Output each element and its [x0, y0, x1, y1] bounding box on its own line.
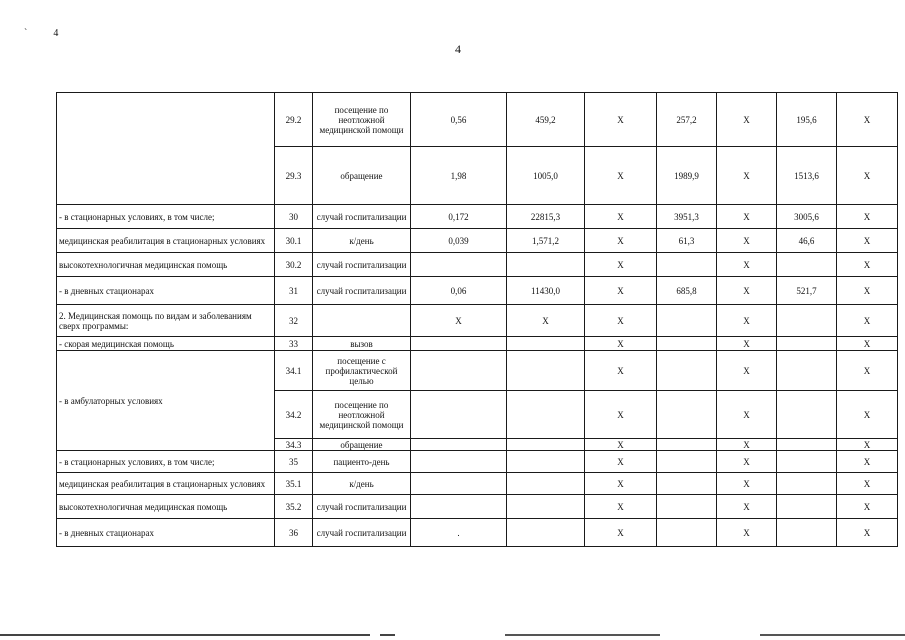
table-cell [411, 439, 507, 451]
table-cell: X [585, 277, 657, 305]
corner-mark-left: ` [24, 28, 54, 39]
table-cell: обращение [313, 439, 411, 451]
table-cell: 3951,3 [657, 205, 717, 229]
table-cell: X [837, 205, 898, 229]
table-cell: посещение по неотложной медицинской помощи [313, 93, 411, 147]
table-cell [777, 337, 837, 351]
table-cell: 29.2 [275, 93, 313, 147]
table-cell: X [837, 147, 898, 205]
table-cell: X [837, 229, 898, 253]
table-cell: X [585, 253, 657, 277]
table-cell: вызов [313, 337, 411, 351]
table-cell [777, 451, 837, 473]
footer-rule [0, 634, 905, 636]
table-cell: 459,2 [507, 93, 585, 147]
table-cell: - в амбулаторных условиях [57, 351, 275, 451]
table-cell: 34.3 [275, 439, 313, 451]
table-cell: X [837, 305, 898, 337]
table-cell: X [837, 391, 898, 439]
table-cell [313, 305, 411, 337]
table-cell: медицинская реабилитация в стационарных условиях [57, 473, 275, 495]
table-row [57, 473, 898, 495]
table-cell: X [837, 439, 898, 451]
table-cell: X [507, 305, 585, 337]
table-row [57, 351, 898, 391]
table-cell: 1989,9 [657, 147, 717, 205]
table-cell: X [837, 495, 898, 519]
table-cell [57, 93, 275, 205]
table-cell [777, 305, 837, 337]
table-cell: - в стационарных условиях, в том числе; [57, 451, 275, 473]
table-cell: X [717, 495, 777, 519]
table-cell: X [585, 147, 657, 205]
table-body [57, 93, 898, 547]
table-cell: - в дневных стационарах [57, 519, 275, 547]
table-cell [777, 495, 837, 519]
table-cell: X [585, 495, 657, 519]
table-cell: X [717, 473, 777, 495]
table-cell [777, 439, 837, 451]
table-cell: высокотехнологичная медицинская помощь [57, 495, 275, 519]
table-cell: - в стационарных условиях, в том числе; [57, 205, 275, 229]
table-cell: 0,172 [411, 205, 507, 229]
table-cell: X [837, 519, 898, 547]
table-cell [411, 473, 507, 495]
table-cell: X [717, 147, 777, 205]
table-cell: X [585, 519, 657, 547]
table-cell: к/день [313, 229, 411, 253]
table-cell [507, 337, 585, 351]
table-cell: X [717, 451, 777, 473]
table-cell: 30.1 [275, 229, 313, 253]
table-cell: 1,98 [411, 147, 507, 205]
table-cell: 32 [275, 305, 313, 337]
table-cell [657, 473, 717, 495]
table-cell: к/день [313, 473, 411, 495]
table-cell [657, 439, 717, 451]
table-row [57, 337, 898, 351]
table-row [57, 205, 898, 229]
table-cell [657, 351, 717, 391]
table-cell [411, 253, 507, 277]
table-cell [657, 519, 717, 547]
table-cell: медицинская реабилитация в стационарных условиях [57, 229, 275, 253]
table-cell: X [717, 253, 777, 277]
table-cell [507, 351, 585, 391]
table-cell [411, 391, 507, 439]
table-cell [507, 519, 585, 547]
table-cell: 195,6 [777, 93, 837, 147]
table-cell [411, 337, 507, 351]
table-cell: 35 [275, 451, 313, 473]
table-cell: X [837, 253, 898, 277]
table-cell: X [717, 205, 777, 229]
table-cell [507, 439, 585, 451]
table-cell: X [585, 305, 657, 337]
table-cell [507, 253, 585, 277]
table-row [57, 519, 898, 547]
corner-mark-right: 4 [53, 28, 85, 39]
table-cell [411, 495, 507, 519]
table-cell: 1,571,2 [507, 229, 585, 253]
table-cell: 35.2 [275, 495, 313, 519]
table-cell: X [717, 391, 777, 439]
table-cell [507, 495, 585, 519]
table-cell: X [585, 205, 657, 229]
table-cell: X [717, 337, 777, 351]
table-cell [777, 391, 837, 439]
table-cell [657, 305, 717, 337]
table-cell: случай госпитализации [313, 205, 411, 229]
table-cell: X [585, 351, 657, 391]
table-cell: 34.1 [275, 351, 313, 391]
table-cell: 33 [275, 337, 313, 351]
table-cell [777, 519, 837, 547]
table-cell [777, 253, 837, 277]
table-cell: . [411, 519, 507, 547]
table-cell: 36 [275, 519, 313, 547]
table-cell: 0,039 [411, 229, 507, 253]
table-cell: 30.2 [275, 253, 313, 277]
table-cell [657, 337, 717, 351]
table-cell: X [585, 229, 657, 253]
table-cell [657, 253, 717, 277]
table-cell: 2. Медицинская помощь по видам и заболеваниям сверх программы: [57, 305, 275, 337]
table-cell: X [717, 519, 777, 547]
table-cell: 685,8 [657, 277, 717, 305]
table-cell [657, 495, 717, 519]
table-cell: 34.2 [275, 391, 313, 439]
corner-marks [24, 28, 84, 39]
table-cell: 257,2 [657, 93, 717, 147]
table-cell [777, 473, 837, 495]
table-cell [657, 391, 717, 439]
table-cell: пациенто-день [313, 451, 411, 473]
table-cell: X [717, 439, 777, 451]
table-cell: X [837, 451, 898, 473]
table-cell: - скорая медицинская помощь [57, 337, 275, 351]
table-cell: X [717, 277, 777, 305]
table-cell: случай госпитализации [313, 495, 411, 519]
table-cell [411, 451, 507, 473]
table-cell: 0,56 [411, 93, 507, 147]
table-cell: 11430,0 [507, 277, 585, 305]
table-cell: X [585, 391, 657, 439]
table-cell: X [585, 337, 657, 351]
table-cell: X [717, 351, 777, 391]
table-cell: 1005,0 [507, 147, 585, 205]
table-row [57, 253, 898, 277]
table-cell: 0,06 [411, 277, 507, 305]
table-cell [411, 351, 507, 391]
table-cell: X [585, 451, 657, 473]
table-cell: 30 [275, 205, 313, 229]
table-cell [777, 351, 837, 391]
table-row [57, 305, 898, 337]
table-cell: 35.1 [275, 473, 313, 495]
table-cell: X [717, 93, 777, 147]
table-cell [507, 473, 585, 495]
table-cell: X [837, 93, 898, 147]
table-cell [507, 391, 585, 439]
table-cell: X [837, 337, 898, 351]
table-cell [657, 451, 717, 473]
table-row [57, 277, 898, 305]
table-cell: X [585, 473, 657, 495]
table-cell: 31 [275, 277, 313, 305]
table-cell [507, 451, 585, 473]
table-cell: 29.3 [275, 147, 313, 205]
table-row [57, 93, 898, 147]
table-row [57, 229, 898, 253]
table-cell: X [717, 229, 777, 253]
table-cell: 521,7 [777, 277, 837, 305]
table-cell: X [837, 473, 898, 495]
table-cell: случай госпитализации [313, 253, 411, 277]
table-cell: 61,3 [657, 229, 717, 253]
table-cell: X [717, 305, 777, 337]
table-cell: высокотехнологичная медицинская помощь [57, 253, 275, 277]
table-cell: случай госпитализации [313, 519, 411, 547]
table-cell: X [837, 277, 898, 305]
data-table [56, 92, 898, 547]
table-cell: - в дневных стационарах [57, 277, 275, 305]
table-cell: посещение по неотложной медицинской помощи [313, 391, 411, 439]
page-number: 4 [455, 42, 461, 56]
table-cell: обращение [313, 147, 411, 205]
table-cell: посещение с профилактической целью [313, 351, 411, 391]
table-row [57, 451, 898, 473]
table-cell: случай госпитализации [313, 277, 411, 305]
table-cell: 22815,3 [507, 205, 585, 229]
table-cell: X [837, 351, 898, 391]
table-cell: X [411, 305, 507, 337]
table-cell: X [585, 93, 657, 147]
table-cell: 3005,6 [777, 205, 837, 229]
table-cell: X [585, 439, 657, 451]
table-cell: 1513,6 [777, 147, 837, 205]
table-row [57, 495, 898, 519]
table-cell: 46,6 [777, 229, 837, 253]
